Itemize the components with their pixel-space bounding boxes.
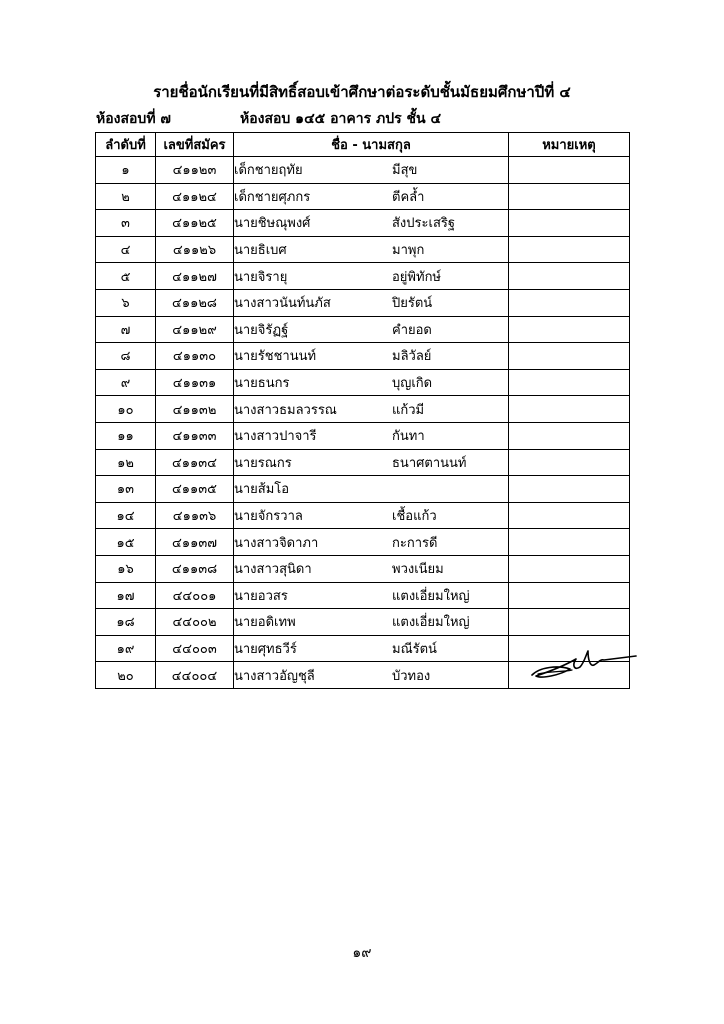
application-number-cell: ๔๑๑๒๘ [156,289,234,316]
first-name: นายชิษณุพงศ์ [234,216,311,232]
table-row [96,529,630,556]
order-number-cell: ๒ [96,183,156,210]
remark-cell [509,289,630,316]
application-number-cell: ๔๑๑๓๗ [156,529,234,556]
exam-room-location: ห้องสอบ ๑๔๕ อาคาร ภปร ชั้น ๔ [240,111,442,127]
last-name: มลิวัลย์ [392,349,432,365]
first-name: นายธนกร [234,376,290,392]
application-number-cell: ๔๔๐๐๔ [156,662,234,689]
table-row [96,476,630,503]
order-number-cell: ๖ [96,289,156,316]
full-name-cell [234,236,509,263]
full-name-cell [234,263,509,290]
first-name: เด็กชายศุภกร [234,189,311,205]
full-name-cell [234,662,509,689]
last-name: สังประเสริฐ [392,216,456,232]
remark-cell [509,555,630,582]
remark-cell [509,183,630,210]
first-name: นายจักรวาล [234,509,303,525]
order-number-cell: ๑๗ [96,582,156,609]
table-row [96,396,630,423]
first-name: นายธิเบศ [234,243,287,259]
last-name: กะการดี [392,535,438,551]
document-title: รายชื่อนักเรียนที่มีสิทธิ์สอบเข้าศึกษาต่อระดับชั้นมัธยมศึกษาปีที่ ๔ [153,83,571,101]
full-name-cell [234,476,509,503]
order-number-cell: ๑๔ [96,502,156,529]
table-body [96,157,630,689]
application-number-cell: ๔๑๑๓๔ [156,449,234,476]
full-name-cell [234,369,509,396]
table-row [96,236,630,263]
remark-cell [509,449,630,476]
order-number-cell: ๑๖ [96,555,156,582]
first-name: นายจิรัฏฐ์ [234,322,289,338]
remark-cell [509,609,630,636]
application-number-cell: ๔๔๐๐๑ [156,582,234,609]
header-order-number: ลำดับที่ [96,133,156,157]
remark-cell [509,396,630,423]
order-number-cell: ๘ [96,343,156,370]
full-name-cell [234,555,509,582]
last-name: คำยอด [392,322,432,338]
remark-cell [509,343,630,370]
header-full-name: ชื่อ - นามสกุล [234,133,509,157]
application-number-cell: ๔๑๑๒๙ [156,316,234,343]
application-number-cell: ๔๑๑๒๔ [156,183,234,210]
application-number-cell: ๔๑๑๓๕ [156,476,234,503]
full-name-cell [234,609,509,636]
last-name: แตงเอี่ยมใหญ่ [392,588,470,604]
application-number-cell: ๔๑๑๓๑ [156,369,234,396]
first-name: นางสาวจิดาภา [234,535,319,551]
application-number-cell: ๔๔๐๐๒ [156,609,234,636]
table-row [96,502,630,529]
application-number-cell: ๔๑๑๒๓ [156,157,234,184]
full-name-cell [234,210,509,237]
full-name-cell [234,502,509,529]
last-name: กันทา [392,429,425,445]
exam-room-label: ห้องสอบที่ ๗ [96,111,171,127]
order-number-cell: ๒๐ [96,662,156,689]
table-row [96,343,630,370]
table-row [96,609,630,636]
last-name: ตีคล้ำ [392,189,425,205]
header-remark: หมายเหตุ [509,133,630,157]
first-name: นายรณกร [234,455,292,471]
first-name: นายรัชชานนท์ [234,349,317,365]
full-name-cell [234,183,509,210]
application-number-cell: ๔๑๑๓๘ [156,555,234,582]
table-row [96,183,630,210]
remark-cell [509,210,630,237]
full-name-cell [234,449,509,476]
table-header-row [96,133,630,157]
order-number-cell: ๗ [96,316,156,343]
last-name: มณีรัตน์ [392,641,437,657]
remark-cell [509,316,630,343]
application-number-cell: ๔๑๑๒๕ [156,210,234,237]
remark-cell [509,422,630,449]
table-row [96,582,630,609]
last-name: ธนาศตานนท์ [392,455,467,471]
full-name-cell [234,396,509,423]
table-row [96,316,630,343]
order-number-cell: ๑๘ [96,609,156,636]
first-name: นางสาวนันท์นภัส [234,296,331,312]
table-row [96,369,630,396]
remark-cell [509,502,630,529]
order-number-cell: ๑๒ [96,449,156,476]
student-roster-table [95,132,630,689]
order-number-cell: ๑๙ [96,635,156,662]
first-name: นายศุทธวีร์ [234,641,297,657]
first-name: นางสาวสุนิดา [234,562,312,578]
first-name: นางสาวธมลวรรณ [234,402,337,418]
application-number-cell: ๔๑๑๓๓ [156,422,234,449]
remark-cell [509,157,630,184]
order-number-cell: ๑๓ [96,476,156,503]
table-row [96,157,630,184]
first-name: เด็กชายฤทัย [234,163,303,179]
order-number-cell: ๔ [96,236,156,263]
last-name: พวงเนียม [392,562,444,578]
full-name-cell [234,635,509,662]
order-number-cell: ๙ [96,369,156,396]
first-name: นายอวสร [234,588,288,604]
last-name: บุญเกิด [392,376,433,392]
application-number-cell: ๔๑๑๓๒ [156,396,234,423]
order-number-cell: ๑๕ [96,529,156,556]
last-name: แตงเอี่ยมใหญ่ [392,615,470,631]
table-row [96,263,630,290]
last-name: อยู่พิทักษ์ [392,269,442,285]
full-name-cell [234,343,509,370]
remark-cell [509,476,630,503]
table-row [96,422,630,449]
full-name-cell [234,157,509,184]
first-name: นายอดิเทพ [234,615,296,631]
application-number-cell: ๔๑๑๓๐ [156,343,234,370]
order-number-cell: ๑๐ [96,396,156,423]
header-application-number: เลขที่สมัคร [156,133,234,157]
remark-cell [509,582,630,609]
last-name: แก้วมี [392,402,425,418]
order-number-cell: ๑๑ [96,422,156,449]
table-row [96,555,630,582]
first-name: นางสาวอัญชุลี [234,668,315,684]
table-row [96,210,630,237]
first-name: นายส้มโอ [234,482,290,498]
signature-icon [530,645,640,685]
remark-cell [509,369,630,396]
first-name: นายจิรายุ [234,269,288,285]
first-name: นางสาวปาจารี [234,429,317,445]
last-name: ปิยรัตน์ [392,296,433,312]
full-name-cell [234,289,509,316]
full-name-cell [234,422,509,449]
order-number-cell: ๓ [96,210,156,237]
order-number-cell: ๕ [96,263,156,290]
application-number-cell: ๔๑๑๓๖ [156,502,234,529]
application-number-cell: ๔๑๑๒๖ [156,236,234,263]
application-number-cell: ๔๑๑๒๗ [156,263,234,290]
order-number-cell: ๑ [96,157,156,184]
remark-cell [509,263,630,290]
full-name-cell [234,316,509,343]
last-name: มาพุก [392,243,425,259]
full-name-cell [234,529,509,556]
last-name: มีสุข [392,163,418,179]
remark-cell [509,236,630,263]
table-row [96,449,630,476]
table-row [96,289,630,316]
full-name-cell [234,582,509,609]
last-name: เชื้อแก้ว [392,509,437,525]
application-number-cell: ๔๔๐๐๓ [156,635,234,662]
last-name: บัวทอง [392,668,431,684]
page-number: ๑๙ [352,945,372,961]
remark-cell [509,529,630,556]
